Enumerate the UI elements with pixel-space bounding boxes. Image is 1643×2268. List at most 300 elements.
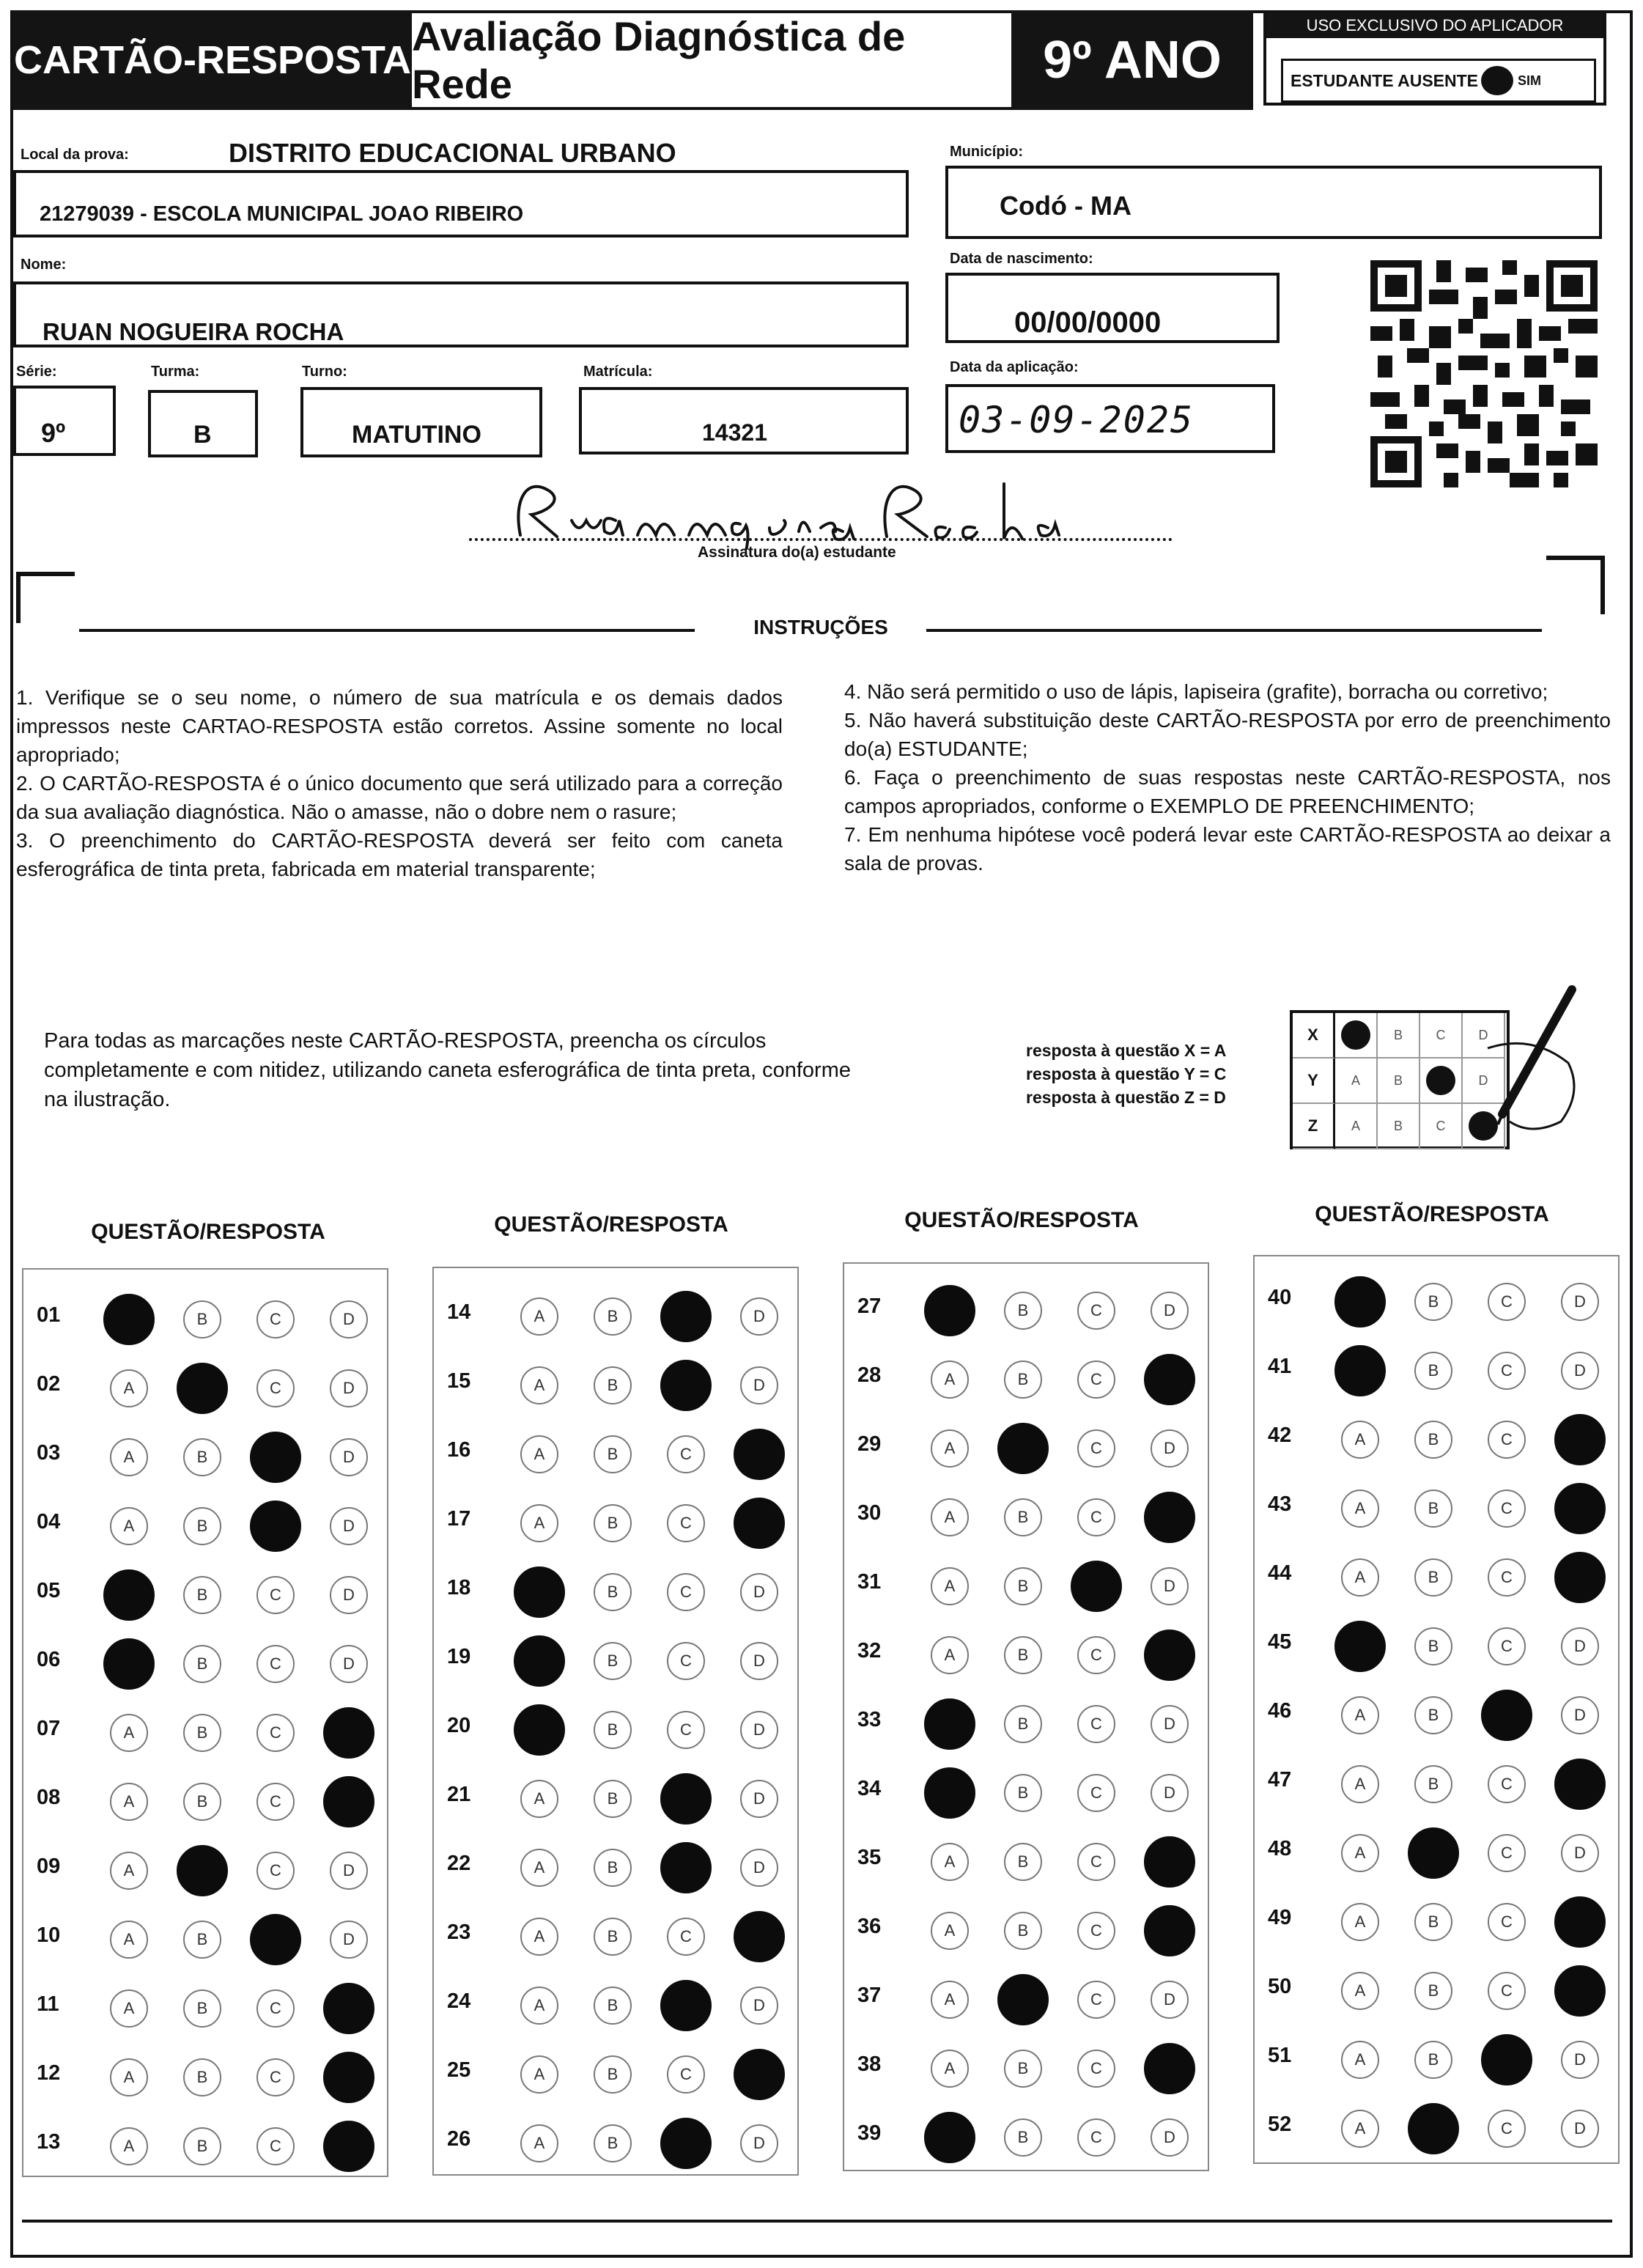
bubble-c[interactable]: C [1077,1843,1115,1881]
bubble-b[interactable]: B [1004,2050,1042,2088]
nascimento-value: 00/00/0000 [1014,306,1162,339]
bubble-a[interactable]: A [110,1852,148,1890]
filled-bubble-b[interactable] [177,1363,228,1414]
question-number: 29 [857,1432,882,1456]
bubble-c[interactable]: C [256,1783,295,1821]
bubble-c[interactable]: C [1077,1361,1115,1399]
filled-bubble-c[interactable] [660,1842,712,1893]
bubble-a[interactable]: A [1341,1903,1379,1941]
bracket-right [1546,556,1605,614]
filled-bubble-a[interactable] [924,1285,975,1336]
question-row-44 [1268,1548,1612,1607]
bubble-d[interactable]: D [330,1369,368,1407]
filled-bubble-b[interactable] [997,1974,1049,2025]
column-title-3: QUESTÃO/RESPOSTA [904,1208,1139,1232]
filled-bubble-d[interactable] [734,1498,785,1549]
filled-bubble-d[interactable] [1144,1905,1195,1956]
filled-bubble-d[interactable] [1554,1759,1606,1810]
bubble-a[interactable]: A [520,1297,558,1336]
bubble-c[interactable]: C [667,1504,705,1542]
instruction-4: 4. Não será permitido o uso de lápis, lapiseira (grafite), borracha ou corretivo; [844,680,1548,703]
bubble-a[interactable]: A [931,1912,969,1950]
serie-label: Série: [16,364,57,380]
filled-bubble-b[interactable] [1408,2103,1459,2154]
question-row-33 [857,1695,1202,1753]
instructions-rule-left [79,629,695,632]
bubble-c[interactable]: C [256,1989,295,2028]
bubble-d[interactable]: D [1561,1352,1599,1390]
fill-note: Para todas as marcações neste CARTÃO-RESPOSTA, preencha os círculos completamente e com nitidez, utilizando caneta esferográfica de tinta preta, conforme na ilustração. [44,1029,851,1111]
bubble-c[interactable]: C [667,1642,705,1680]
bubble-c[interactable]: C [1488,1834,1526,1872]
bubble-d[interactable]: D [740,1987,778,2025]
bubble-c[interactable]: C [256,1645,295,1683]
question-row-05 [37,1566,381,1624]
bubble-b[interactable]: B [1414,1558,1452,1597]
filled-bubble-d[interactable] [323,2052,374,2103]
bubble-c[interactable]: C [1077,1912,1115,1950]
bubble-b[interactable]: B [594,2055,632,2094]
bubble-b[interactable]: B [1004,1912,1042,1950]
filled-bubble-b[interactable] [1408,1827,1459,1879]
bubble-b[interactable]: B [1004,1498,1042,1536]
turno-value: MATUTINO [352,421,481,449]
bubble-a[interactable]: A [520,1504,558,1542]
bubble-a[interactable]: A [931,1498,969,1536]
bubble-a[interactable]: A [110,1989,148,2028]
question-number: 04 [37,1510,61,1534]
question-row-46 [1268,1686,1612,1745]
filled-bubble-a[interactable] [103,1569,155,1621]
bubble-c[interactable]: C [667,1711,705,1749]
bubble-d[interactable]: D [1151,1981,1189,2019]
filled-bubble-a[interactable] [924,2112,975,2163]
question-number: 41 [1268,1355,1292,1378]
bubble-d[interactable]: D [740,1297,778,1336]
filled-bubble-c[interactable] [1481,1690,1532,1741]
question-row-13 [37,2117,381,2176]
bubble-a[interactable]: A [520,1918,558,1956]
bubble-a[interactable]: A [1341,1421,1379,1459]
question-number: 24 [447,1989,471,2013]
filled-bubble-d[interactable] [323,1776,374,1827]
filled-bubble-d[interactable] [1554,1896,1606,1948]
example-cell: A [1335,1104,1378,1149]
bubble-d[interactable]: D [740,1711,778,1749]
question-number: 34 [857,1777,882,1800]
bubble-a[interactable]: A [931,1636,969,1674]
bubble-d[interactable]: D [740,1573,778,1611]
bubble-a[interactable]: A [110,2058,148,2096]
filled-bubble-a[interactable] [1334,1345,1386,1396]
filled-bubble-a[interactable] [514,1635,565,1687]
bubble-b[interactable]: B [1414,1283,1452,1321]
question-number: 20 [447,1714,471,1737]
bubble-b[interactable]: B [183,1576,221,1614]
instruction-1: 1. Verifique se o seu nome, o número de sua matrícula e os demais dados impressos neste CARTAO-RESPOSTA estão corretos. Assine somente no local apropriado; [16,686,783,766]
bubble-c[interactable]: C [1077,1705,1115,1743]
bubble-a[interactable]: A [520,1849,558,1887]
question-row-42 [1268,1410,1612,1469]
bubble-a[interactable]: A [1341,1696,1379,1734]
bubble-a[interactable]: A [520,2055,558,2094]
municipio-box [945,166,1602,239]
question-row-04 [37,1497,381,1555]
question-row-36 [857,1901,1202,1960]
bubble-a[interactable]: A [110,1507,148,1545]
bubble-c[interactable]: C [256,1852,295,1890]
bubble-b[interactable]: B [1414,2041,1452,2079]
bubble-a[interactable]: A [1341,1558,1379,1597]
bubble-a[interactable]: A [1341,1834,1379,1872]
question-number: 17 [447,1507,471,1531]
bubble-c[interactable]: C [1488,2110,1526,2148]
bubble-c[interactable]: C [1077,1292,1115,1330]
bubble-d[interactable]: D [740,1849,778,1887]
question-row-47 [1268,1755,1612,1814]
bubble-b[interactable]: B [594,1435,632,1473]
bubble-b[interactable]: B [1004,1774,1042,1812]
bubble-b[interactable]: B [183,1300,221,1339]
bubble-b[interactable]: B [1414,1421,1452,1459]
filled-bubble-d[interactable] [1144,1836,1195,1888]
question-number: 08 [37,1786,61,1809]
bubble-c[interactable]: C [1488,1283,1526,1321]
filled-bubble-b[interactable] [177,1845,228,1896]
filled-bubble-c[interactable] [660,1980,712,2031]
filled-bubble-a[interactable] [1334,1621,1386,1672]
bubble-d[interactable]: D [330,1507,368,1545]
question-number: 51 [1268,2044,1292,2067]
bubble-c[interactable]: C [256,2058,295,2096]
question-number: 44 [1268,1561,1292,1585]
bubble-d[interactable]: D [740,1642,778,1680]
question-row-25 [447,2045,791,2104]
bubble-b[interactable]: B [1414,1352,1452,1390]
filled-bubble-a[interactable] [514,1566,565,1618]
question-row-48 [1268,1824,1612,1882]
bubble-b[interactable]: B [1004,2118,1042,2157]
question-number: 47 [1268,1768,1292,1792]
bubble-c[interactable]: C [1077,2118,1115,2157]
filled-bubble-a[interactable] [103,1638,155,1690]
question-number: 43 [1268,1492,1292,1516]
bubble-b[interactable]: B [183,1921,221,1959]
bubble-c[interactable]: C [1077,1498,1115,1536]
instruction-5: 5. Não haverá substituição deste CARTÃO-RESPOSTA por erro de preenchimento do(a) ESTUDANTE; [844,709,1611,760]
bubble-b[interactable]: B [183,1989,221,2028]
bubble-b[interactable]: B [1004,1292,1042,1330]
question-number: 30 [857,1501,882,1525]
bubble-a[interactable]: A [931,1567,969,1605]
question-number: 07 [37,1717,61,1740]
example-cell: C [1420,1013,1463,1058]
bubble-d[interactable]: D [330,1921,368,1959]
question-number: 06 [37,1648,61,1671]
filled-bubble-b[interactable] [997,1423,1049,1474]
question-number: 16 [447,1438,471,1462]
filled-bubble-c[interactable] [660,1773,712,1825]
bubble-d[interactable]: D [740,1366,778,1404]
example-line-x: resposta à questão X = A [1026,1041,1227,1060]
bubble-d[interactable]: D [1151,1429,1189,1468]
bubble-a[interactable]: A [931,1361,969,1399]
filled-bubble-c[interactable] [660,1360,712,1411]
question-row-08 [37,1772,381,1831]
absent-field[interactable] [1281,59,1596,103]
absent-bubble[interactable] [1481,66,1513,95]
bubble-a[interactable]: A [110,1714,148,1752]
filled-bubble-d[interactable] [1144,2043,1195,2094]
bubble-d[interactable]: D [1151,1292,1189,1330]
bubble-a[interactable]: A [1341,1972,1379,2010]
bubble-b[interactable]: B [594,1780,632,1818]
question-number: 45 [1268,1630,1292,1654]
filled-bubble-a[interactable] [514,1704,565,1756]
filled-bubble-d[interactable] [734,1429,785,1480]
filled-bubble-c[interactable] [660,2118,712,2169]
bubble-b[interactable]: B [1414,1972,1452,2010]
bubble-b[interactable]: B [594,1366,632,1404]
municipio-value: Codó - MA [1000,191,1131,221]
bubble-a[interactable]: A [1341,1490,1379,1528]
question-number: 39 [857,2121,882,2145]
bubble-b[interactable]: B [594,1711,632,1749]
question-row-50 [1268,1962,1612,2020]
bubble-d[interactable]: D [1561,2041,1599,2079]
bubble-a[interactable]: A [110,1783,148,1821]
bubble-b[interactable]: B [1004,1843,1042,1881]
question-row-41 [1268,1341,1612,1400]
question-row-18 [447,1563,791,1621]
bubble-d[interactable]: D [1151,1705,1189,1743]
nascimento-box [945,273,1280,343]
question-row-35 [857,1833,1202,1891]
bubble-a[interactable]: A [931,1429,969,1468]
bubble-b[interactable]: B [594,1987,632,2025]
bubble-c[interactable]: C [1488,1421,1526,1459]
bubble-b[interactable]: B [183,1645,221,1683]
question-number: 13 [37,2130,61,2154]
bubble-b[interactable]: B [594,1918,632,1956]
instruction-7: 7. Em nenhuma hipótese você poderá levar este CARTÃO-RESPOSTA ao deixar a sala de provas. [844,823,1611,875]
bubble-a[interactable]: A [520,1987,558,2025]
filled-bubble-d[interactable] [734,2049,785,2100]
bubble-b[interactable]: B [1004,1567,1042,1605]
bubble-b[interactable]: B [1414,1490,1452,1528]
instruction-3: 3. O preenchimento do CARTÃO-RESPOSTA deverá ser feito com caneta esferográfica de tinta preta, fabricada em material transparente; [16,829,783,880]
filled-bubble-d[interactable] [323,1983,374,2034]
bubble-c[interactable]: C [1488,1627,1526,1665]
bubble-b[interactable]: B [183,1714,221,1752]
bubble-c[interactable]: C [1488,1972,1526,2010]
matricula-label: Matrícula: [583,364,653,380]
bubble-d[interactable]: D [1561,1834,1599,1872]
turno-box [300,387,542,457]
question-row-45 [1268,1617,1612,1676]
bubble-b[interactable]: B [1414,1627,1452,1665]
bubble-c[interactable]: C [1488,1903,1526,1941]
bubble-a[interactable]: A [110,2127,148,2165]
nome-label: Nome: [21,257,67,273]
bubble-a[interactable]: A [520,2124,558,2162]
bubble-d[interactable]: D [1561,1283,1599,1321]
instructions-left [16,683,783,883]
bubble-b[interactable]: B [594,1849,632,1887]
bubble-d[interactable]: D [330,1576,368,1614]
filled-bubble-a[interactable] [924,1767,975,1819]
bubble-c[interactable]: C [1488,1352,1526,1390]
example-cell: B [1378,1058,1420,1104]
bubble-b[interactable]: B [1004,1636,1042,1674]
bubble-d[interactable]: D [330,1852,368,1890]
question-number: 38 [857,2052,882,2076]
bubble-b[interactable]: B [1004,1361,1042,1399]
serie-value: 9º [41,418,66,448]
question-number: 48 [1268,1837,1292,1860]
question-row-20 [447,1701,791,1759]
filled-bubble-d[interactable] [323,1707,374,1759]
bubble-c[interactable]: C [256,1576,295,1614]
bubble-c[interactable]: C [667,2055,705,2094]
filled-bubble-a[interactable] [103,1294,155,1345]
bubble-d[interactable]: D [1151,1774,1189,1812]
question-number: 50 [1268,1975,1292,1998]
nome-box [13,281,909,347]
filled-bubble-d[interactable] [1554,1552,1606,1603]
question-row-23 [447,1907,791,1966]
school-box [13,170,909,238]
example-filled-bubble [1426,1066,1455,1095]
example-question-z: Z [1293,1104,1335,1149]
bubble-b[interactable]: B [594,1642,632,1680]
question-number: 37 [857,1984,882,2007]
question-number: 40 [1268,1286,1292,1309]
bubble-c[interactable]: C [667,1918,705,1956]
turma-value: B [193,421,212,449]
bubble-a[interactable]: A [520,1435,558,1473]
filled-bubble-d[interactable] [1554,1483,1606,1534]
bubble-c[interactable]: C [256,2127,295,2165]
bubble-b[interactable]: B [183,1438,221,1476]
filled-bubble-d[interactable] [1144,1354,1195,1405]
bubble-a[interactable]: A [520,1366,558,1404]
question-row-01 [37,1290,381,1349]
filled-bubble-d[interactable] [1144,1630,1195,1681]
bubble-b[interactable]: B [1414,1696,1452,1734]
bubble-c[interactable]: C [1077,1636,1115,1674]
question-number: 27 [857,1295,882,1318]
question-row-03 [37,1428,381,1487]
bubble-a[interactable]: A [931,1843,969,1881]
bubble-b[interactable]: B [1004,1705,1042,1743]
question-row-06 [37,1635,381,1693]
bubble-b[interactable]: B [183,2058,221,2096]
bubble-b[interactable]: B [594,1573,632,1611]
bubble-d[interactable]: D [740,1780,778,1818]
filled-bubble-d[interactable] [1144,1492,1195,1543]
bubble-d[interactable]: D [1151,1567,1189,1605]
bubble-a[interactable]: A [1341,2110,1379,2148]
filled-bubble-d[interactable] [734,1911,785,1962]
bubble-b[interactable]: B [183,1507,221,1545]
filled-bubble-c[interactable] [250,1432,301,1483]
municipio-label: Município: [950,144,1023,160]
bubble-a[interactable]: A [931,2050,969,2088]
bubble-b[interactable]: B [594,1297,632,1336]
bubble-a[interactable]: A [1341,2041,1379,2079]
signature-label: Assinatura do(a) estudante [698,544,896,561]
filled-bubble-c[interactable] [1481,2034,1532,2085]
filled-bubble-a[interactable] [1334,1276,1386,1328]
bubble-c[interactable]: C [1488,1765,1526,1803]
absent-yes: SIM [1518,73,1542,88]
question-row-29 [857,1419,1202,1478]
bubble-c[interactable]: C [256,1300,295,1339]
bubble-b[interactable]: B [183,1783,221,1821]
card-title: CARTÃO-RESPOSTA [13,10,412,110]
question-row-14 [447,1287,791,1346]
bubble-d[interactable]: D [330,1645,368,1683]
bubble-c[interactable]: C [256,1369,295,1407]
local-label: Local da prova: [21,147,129,163]
bubble-d[interactable]: D [740,2124,778,2162]
question-number: 26 [447,2127,471,2151]
bubble-c[interactable]: C [1077,1429,1115,1468]
filled-bubble-d[interactable] [323,2121,374,2172]
filled-bubble-c[interactable] [250,1914,301,1965]
bubble-b[interactable]: B [594,2124,632,2162]
bubble-c[interactable]: C [1488,1490,1526,1528]
question-number: 09 [37,1855,61,1878]
bubble-b[interactable]: B [1414,1765,1452,1803]
question-row-28 [857,1350,1202,1409]
bubble-d[interactable]: D [330,1438,368,1476]
bubble-c[interactable]: C [1488,1558,1526,1597]
bubble-a[interactable]: A [110,1438,148,1476]
bubble-c[interactable]: C [667,1573,705,1611]
bubble-a[interactable]: A [1341,1765,1379,1803]
bubble-a[interactable]: A [110,1369,148,1407]
filled-bubble-c[interactable] [660,1291,712,1342]
filled-bubble-d[interactable] [1554,1414,1606,1465]
bubble-b[interactable]: B [183,2127,221,2165]
bubble-b[interactable]: B [1414,1903,1452,1941]
bottom-rule [22,2220,1612,2223]
bubble-c[interactable]: C [1077,1981,1115,2019]
bubble-a[interactable]: A [931,1981,969,2019]
filled-bubble-c[interactable] [250,1501,301,1552]
filled-bubble-d[interactable] [1554,1965,1606,2017]
bubble-c[interactable]: C [1077,2050,1115,2088]
filled-bubble-c[interactable] [1071,1561,1122,1612]
bubble-d[interactable]: D [1151,2118,1189,2157]
bubble-d[interactable]: D [1561,1627,1599,1665]
bubble-c[interactable]: C [256,1714,295,1752]
bubble-b[interactable]: B [594,1504,632,1542]
bubble-c[interactable]: C [1077,1774,1115,1812]
bubble-a[interactable]: A [110,1921,148,1959]
bubble-a[interactable]: A [520,1780,558,1818]
question-row-15 [447,1356,791,1415]
filled-bubble-a[interactable] [924,1698,975,1750]
bubble-d[interactable]: D [1561,2110,1599,2148]
question-row-24 [447,1976,791,2035]
bubble-c[interactable]: C [667,1435,705,1473]
question-row-11 [37,1979,381,2038]
bubble-d[interactable]: D [1561,1696,1599,1734]
bubble-d[interactable]: D [330,1300,368,1339]
